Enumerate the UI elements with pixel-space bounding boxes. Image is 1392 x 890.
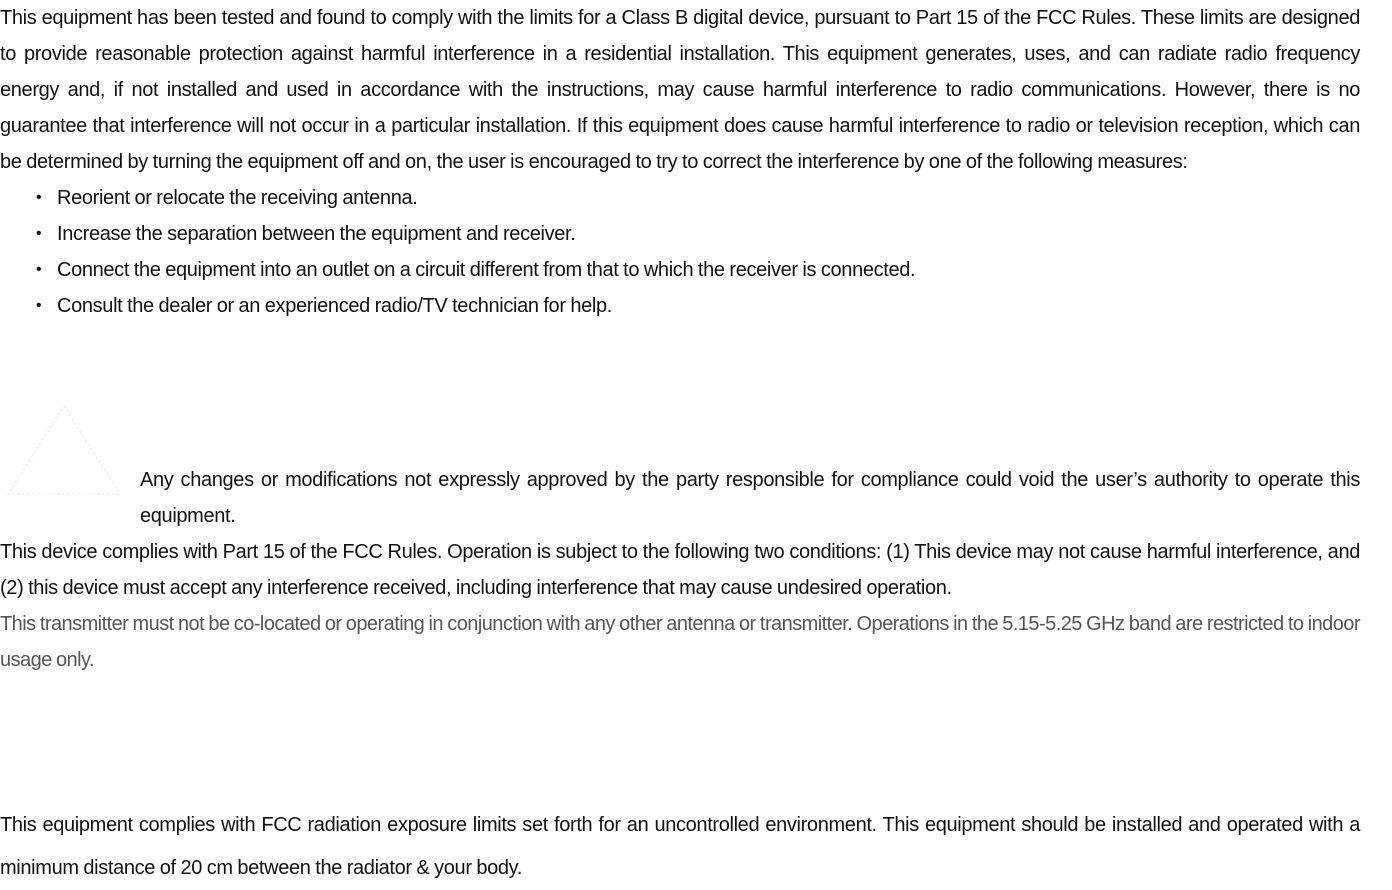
intro-paragraph: This equipment has been tested and found to comply with the limits for a Class B digital device, pursuant to Part 15 of the FCC Rules. These limits are designed to provide reasonable protection against harmful interference in a residential installation. This equipment generates, uses, and can radiate radio frequency energy and, if not installed and used in accordance with the instructions, may cause harmful interference to radio communications. However, there is no guarantee that interference will not occur in a particular installation. If this equipment does cause harmful interference to radio or television reception, which can be determined by turning the equipment off and on, the user is encouraged to try to correct the interference by one of the following measures: xyxy=(0,7,1360,173)
bullet-icon: • xyxy=(36,189,42,206)
list-item xyxy=(0,288,1360,324)
list-item xyxy=(0,252,1360,288)
measure-text: Increase the separation between the equipment and receiver. xyxy=(57,223,576,245)
interference-section xyxy=(0,0,1360,324)
warning-block xyxy=(0,398,1360,528)
warning-text: Any changes or modifications not expressly approved by the party responsible for compliance could void the user’s authority to operate this equipment. xyxy=(140,469,1360,527)
measure-text: Connect the equipment into an outlet on a circuit different from that to which the receiver is connected. xyxy=(57,259,916,281)
list-item xyxy=(0,180,1360,216)
exposure-paragraph: This equipment complies with FCC radiation exposure limits set forth for an uncontrolled environment. This equipment should be installed and operated with a minimum distance of 20 cm between the radiator & your body. xyxy=(0,814,1360,879)
part15-paragraph: This device complies with Part 15 of the FCC Rules. Operation is subject to the following two conditions: (1) This device may not cause harmful interference, and (2) this device must accept any interference received, including interference that may cause undesired operation. xyxy=(0,541,1360,599)
measure-text: Reorient or relocate the receiving antenna. xyxy=(57,187,418,209)
transmitter-paragraph: This transmitter must not be co-located or operating in conjunction with any other antenna or transmitter. Operations in the 5.15-5.25 GHz band are restricted to indoor usage only. xyxy=(0,613,1360,671)
bullet-icon: • xyxy=(36,261,42,278)
warning-triangle-icon xyxy=(4,402,124,498)
measure-text: Consult the dealer or an experienced radio/TV technician for help. xyxy=(57,295,612,317)
measures-list xyxy=(0,180,1360,324)
compliance-section xyxy=(0,534,1360,678)
list-item xyxy=(0,216,1360,252)
bullet-icon: • xyxy=(36,225,42,242)
bullet-icon: • xyxy=(36,297,42,314)
